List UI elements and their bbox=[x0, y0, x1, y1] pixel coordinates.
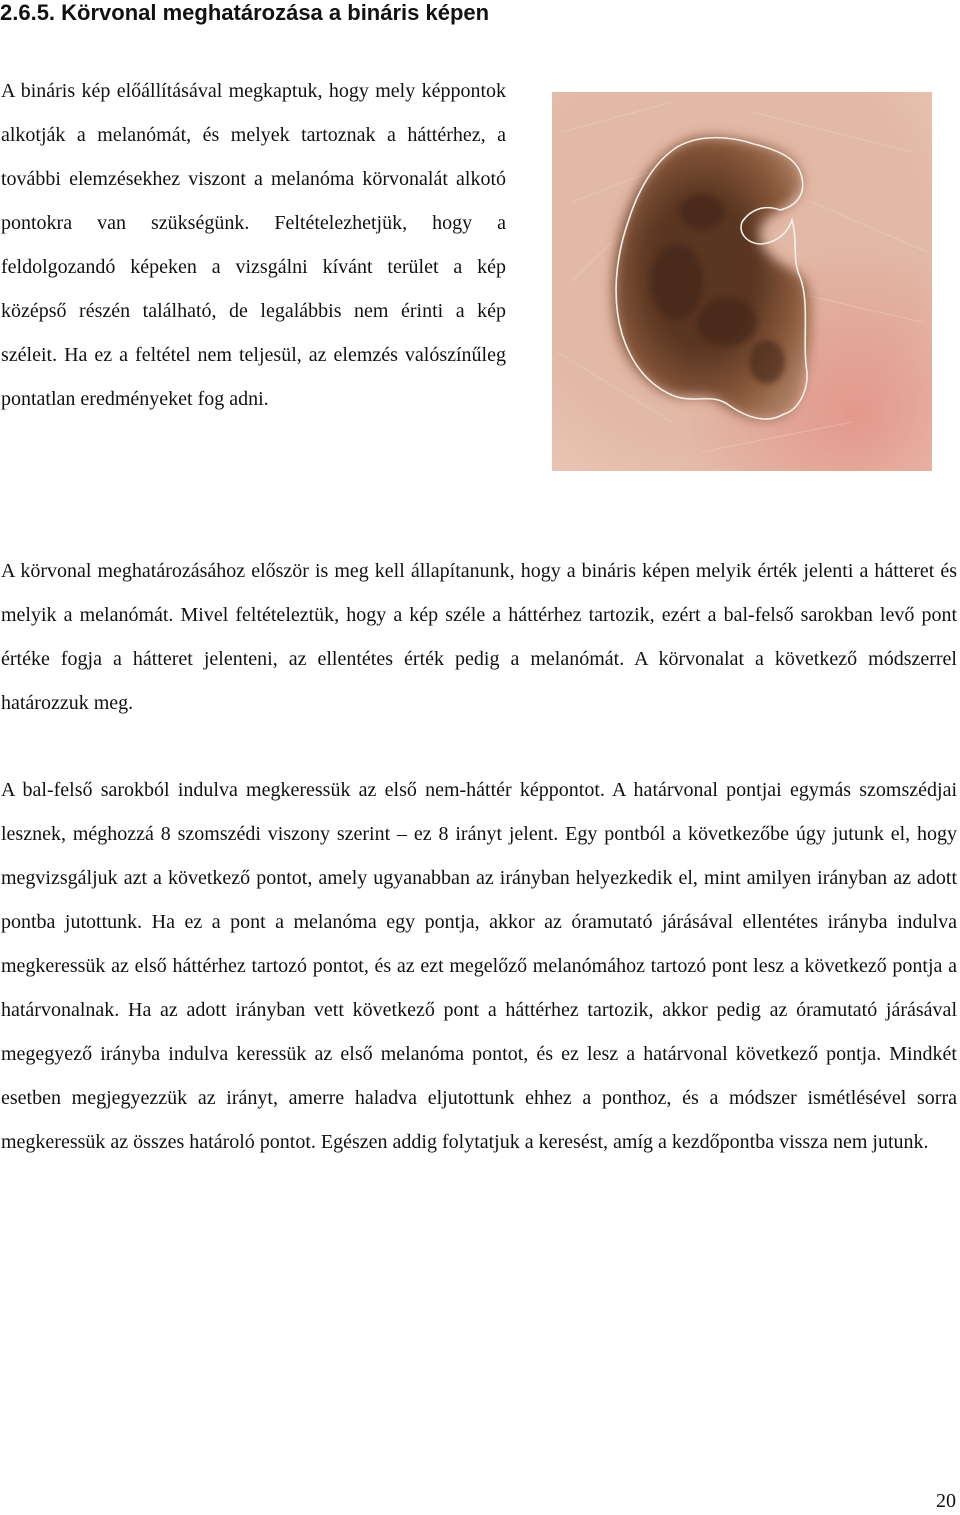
melanoma-contour-image bbox=[552, 92, 932, 471]
paragraph: A bal-felső sarokból indulva megkeressük az első nem-háttér képpontot. A határvonal pontjai egymás szomszédjai lesznek, méghozzá 8 szomszédi viszony szerint – ez 8 irányt jelent. Egy pontból a következőbe úgy jutunk el, hogy megvizsgáljuk azt a következő pontot, amely ugyanabban az irányban helyezkedik el, mint amilyen irányban az adott pontba jutottunk. Ha ez a pont a melanóma egy pontja, akkor az óramutató járásával ellentétes irányba indulva megkeressük az első háttérhez tartozó pontot, és az ezt megelőző melanómához tartozó pont lesz a következő pontja a határvonalnak. Ha az adott irányban vett következő pont a háttérhez tartozik, akkor pedig az óramutató járásával megegyező irányba indulva keressük az első melanóma pontot, és ez lesz a határvonal következő pontja. Mindkét esetben megjegyezzük az irányt, amerre haladva eljutottunk ehhez a ponthoz, és a módszer ismétlésével sorra megkeressük az összes határoló pontot. Egészen addig folytatjuk a keresést, amíg a kezdőpontba vissza nem jutunk. bbox=[1, 779, 957, 1153]
page-number: 20 bbox=[936, 1490, 956, 1512]
section-heading: 2.6.5. Körvonal meghatározása a bináris képen bbox=[0, 0, 490, 25]
paragraph: A körvonal meghatározásához először is meg kell állapítanunk, hogy a bináris képen melyik érték jelenti a hátteret és melyik a melanómát. Mivel feltételeztük, hogy a kép széle a háttérhez tartozik, ezért a bal-felső sarokban levő pont értéke fogja a hátteret jelenteni, az ellentétes érték pedig a melanómát. A körvonalat a következő módszerrel határozzuk meg. bbox=[1, 560, 957, 714]
intro-paragraph: A bináris kép előállításával megkaptuk, hogy mely képpontok alkotják a melanómát, és melyek tartoznak a háttérhez, a további elemzésekhez viszont a melanóma körvonalát alkotó pontokra van szükségünk. Feltételezhetjük, hogy a feldolgozandó képeken a vizsgálni kívánt terület a kép középső részén található, de legalábbis nem érinti a kép széleit. Ha ez a feltétel nem teljesül, az elemzés valószínűleg pontatlan eredményeket fog adni. bbox=[1, 80, 506, 410]
melanoma-photo bbox=[552, 92, 932, 471]
